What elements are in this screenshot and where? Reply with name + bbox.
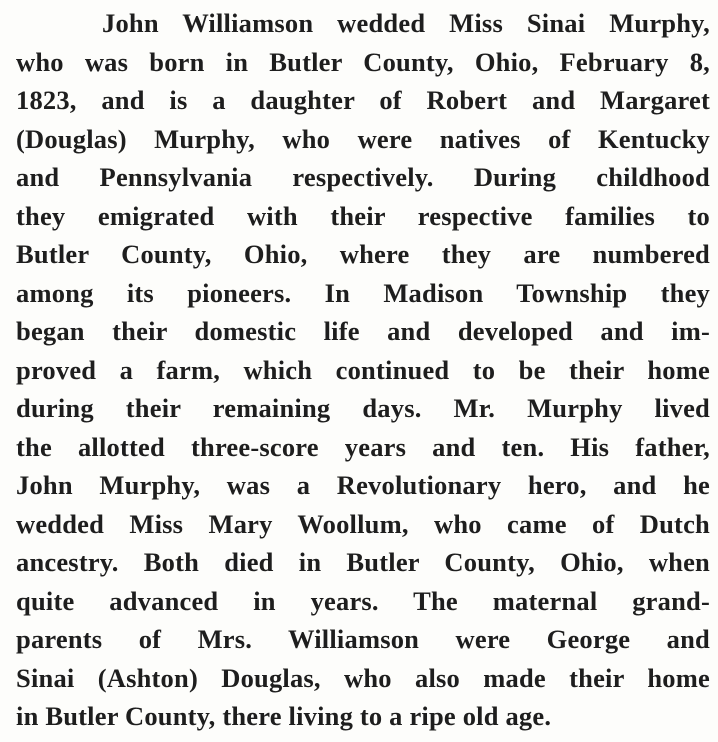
text-line: proved a farm, which continued to be their home bbox=[16, 354, 710, 385]
text-line: parents of Mrs. Williamson were George and bbox=[16, 624, 710, 654]
text-line: they emigrated with their respective families to bbox=[16, 200, 710, 231]
text-line: ancestry. Both died in Butler County, Ohio, when bbox=[16, 547, 710, 577]
text-line: among its pioneers. In Madison Township they bbox=[16, 277, 710, 308]
text-line: and Pennsylvania respectively. During childhood bbox=[16, 162, 710, 192]
text-line: in Butler County, there living to a ripe old age. bbox=[16, 701, 552, 731]
text-line: 1823, and is a daughter of Robert and Margaret bbox=[16, 85, 710, 115]
text-line: quite advanced in years. The maternal grand- bbox=[16, 585, 710, 616]
text-line: began their domestic life and developed and im- bbox=[16, 316, 710, 346]
text-line: John Murphy, was a Revolutionary hero, and he bbox=[16, 470, 710, 500]
text-line: (Douglas) Murphy, who were natives of Kentucky bbox=[16, 123, 710, 154]
text-line: during their remaining days. Mr. Murphy lived bbox=[16, 393, 710, 423]
paragraph bbox=[16, 4, 710, 736]
text-line: Sinai (Ashton) Douglas, who also made their home bbox=[16, 662, 710, 693]
text-line: the allotted three-score years and ten. His father, bbox=[16, 431, 710, 462]
text-line: John Williamson wedded Miss Sinai Murphy, bbox=[102, 8, 710, 38]
text-line: Butler County, Ohio, where they are numbered bbox=[16, 239, 710, 269]
text-line: who was born in Butler County, Ohio, February 8, bbox=[16, 46, 710, 77]
text-line: wedded Miss Mary Woollum, who came of Dutch bbox=[16, 508, 710, 539]
